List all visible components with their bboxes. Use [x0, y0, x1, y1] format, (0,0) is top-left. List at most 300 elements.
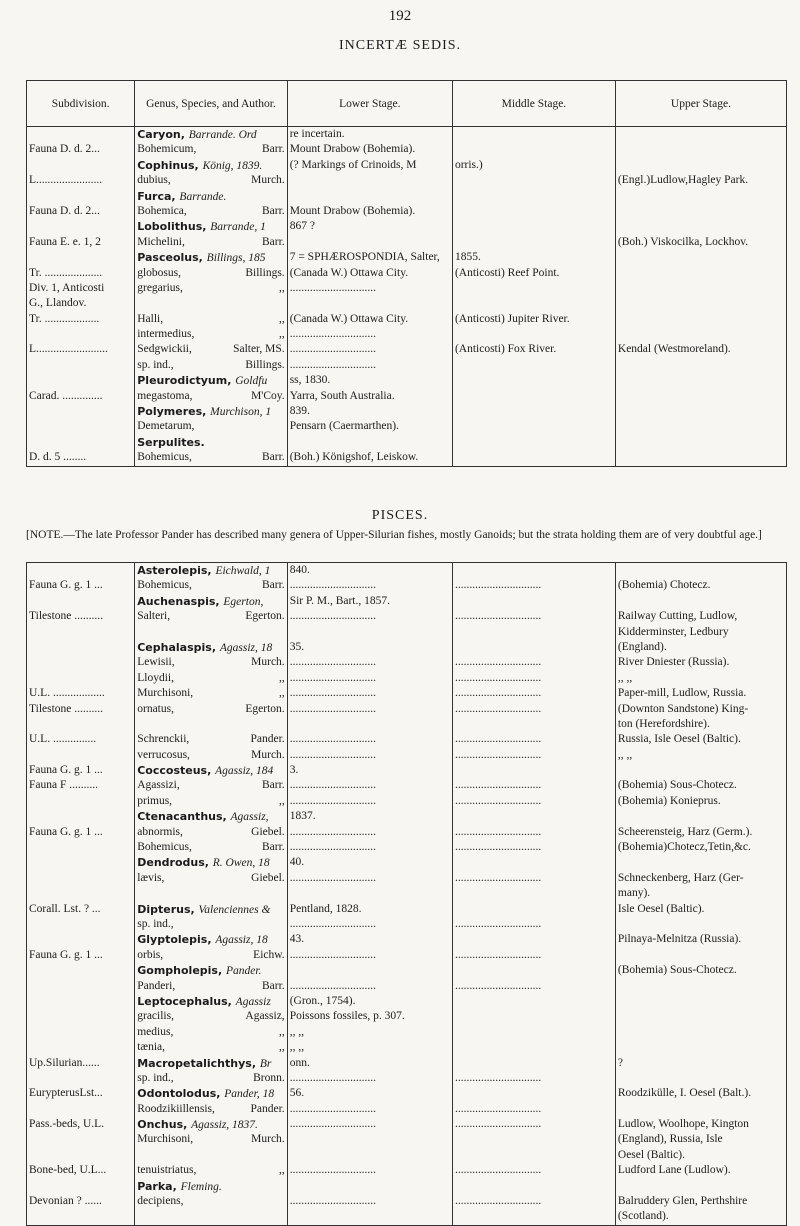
- table-cell: (Gron., 1754).: [289, 994, 356, 1007]
- table-cell: ..............................: [454, 702, 542, 715]
- table-cell: Tilestone ..........: [29, 610, 104, 623]
- table-cell: [29, 373, 132, 388]
- species-entry: [137, 173, 284, 188]
- table-cell: (Bohemia) Sous-Chotecz.: [617, 779, 737, 792]
- table-cell: [455, 625, 613, 640]
- species-author: Eichw.: [253, 948, 285, 961]
- genus-entry: [137, 855, 284, 870]
- species-author: Murch.: [251, 174, 285, 187]
- table-cell: ..............................: [454, 1071, 542, 1084]
- table-cell: ..............................: [454, 979, 542, 992]
- table-cell: ..............................: [289, 841, 376, 854]
- genus-name: Odontolodus,: [137, 1087, 225, 1101]
- species-name: Sedgwickii,: [137, 343, 192, 356]
- lower-stage-column: [290, 563, 450, 1209]
- species-name: Bohemicus,: [137, 451, 192, 464]
- species-name: Lewisii,: [137, 656, 175, 669]
- table-cell: (Canada W.) Ottawa City.: [289, 312, 409, 325]
- table-cell: [618, 127, 784, 142]
- header-upper-stage: Upper Stage.: [615, 81, 786, 127]
- genus-entry: [137, 1117, 284, 1132]
- table-cell: [29, 594, 132, 609]
- table-cell: ..............................: [289, 328, 376, 341]
- table-cell: [455, 963, 613, 978]
- table-cell: [455, 142, 613, 157]
- species-entry: [137, 702, 284, 717]
- table-cell: ..............................: [289, 794, 376, 807]
- species-author: Egerton.: [245, 702, 285, 715]
- species-name: tænia,: [137, 1041, 166, 1054]
- table-cell: [29, 419, 132, 434]
- genus-entry: [137, 994, 284, 1009]
- species-entry: [137, 671, 284, 686]
- table-cell: 7 = SPHÆROSPONDIA, Salter,: [289, 251, 440, 264]
- genus-name: Caryon,: [137, 128, 189, 141]
- incertae-sedis-table: [26, 80, 787, 467]
- species-name: primus,: [137, 794, 173, 807]
- species-author: Bronn.: [253, 1071, 285, 1084]
- genus-author: Pander.: [225, 965, 262, 978]
- table-cell: [290, 1132, 450, 1147]
- table-cell: Sir P. M., Bart., 1857.: [289, 594, 391, 607]
- upper-stage-column: [618, 563, 784, 1225]
- table-cell: [455, 1025, 613, 1040]
- pisces-note: [NOTE.—The late Professor Pander has described many genera of Upper-Silurian fishes, mostly Ganoids; but the strata holding them are of very doubtful age.]: [26, 529, 762, 541]
- species-author: ,,: [278, 312, 285, 325]
- header-subdivision: Subdivision.: [27, 81, 135, 127]
- table-cell: (Boh.) Viskocilka, Lockhov.: [617, 235, 749, 248]
- table-cell: Ludlow, Woolhope, Kington: [617, 1118, 749, 1131]
- genus-name: Asterolepis,: [137, 564, 216, 577]
- table-cell: [618, 450, 784, 465]
- genus-name: Ctenacanthus,: [137, 810, 231, 824]
- genus-name: Polymeres,: [137, 405, 211, 419]
- table-cell: [29, 794, 132, 809]
- table-cell: Up.Silurian......: [29, 1056, 100, 1069]
- table-cell: [455, 1179, 613, 1194]
- table-cell: [29, 886, 132, 901]
- table-cell: 839.: [289, 405, 310, 418]
- table-cell: Poissons fossiles, p. 307.: [289, 1010, 405, 1023]
- species-name: tenuistriatus,: [137, 1164, 197, 1177]
- table-cell: Fauna D. d. 2...: [29, 204, 100, 217]
- table-cell: ton (Herefordshire).: [617, 717, 710, 730]
- species-author: Agassiz,: [245, 1010, 285, 1023]
- genus-author: Eichwald, 1: [215, 565, 271, 577]
- table-cell: (Anticosti) Fox River.: [454, 343, 557, 356]
- genus-author: Barrande, 1: [210, 221, 266, 234]
- table-cell: [455, 932, 613, 947]
- species-name: sp. ind.,: [137, 358, 174, 371]
- table-cell: Mount Drabow (Bohemia).: [289, 204, 416, 217]
- species-name: Michelini,: [137, 235, 185, 248]
- table-cell: ..............................: [454, 1102, 542, 1115]
- table-cell: ..............................: [289, 1118, 376, 1131]
- table-cell: 867 ?: [289, 220, 315, 233]
- genus-entry: [137, 189, 284, 204]
- table-cell: [618, 1102, 784, 1117]
- table-cell: Bone-bed, U.L...: [29, 1164, 107, 1177]
- species-name: Demetarum,: [137, 420, 195, 433]
- species-author: Salter, MS.: [233, 343, 285, 356]
- genus-name: Gompholepis,: [137, 964, 226, 978]
- table-cell: [455, 994, 613, 1009]
- table-cell: L.......................: [29, 174, 103, 187]
- table-cell: ..............................: [454, 917, 542, 930]
- table-cell: ,, ,,: [617, 748, 633, 761]
- genus-author: R. Owen, 18: [212, 857, 270, 870]
- genus-entry: [137, 594, 284, 609]
- genus-entry: [137, 640, 284, 655]
- table-cell: ..............................: [289, 917, 376, 930]
- table-cell: Pentland, 1828.: [289, 902, 362, 915]
- species-entry: [137, 450, 284, 465]
- table-cell: ..............................: [289, 579, 376, 592]
- table-cell: ,, ,,: [289, 1025, 305, 1038]
- page-title: INCERTÆ SEDIS.: [338, 38, 462, 53]
- table-cell: [618, 373, 784, 388]
- table-cell: [290, 173, 450, 188]
- table-cell: [455, 173, 613, 188]
- species-author: ,,: [278, 794, 285, 807]
- pisces-heading: PISCES.: [371, 508, 429, 523]
- species-name: Murchisoni,: [137, 1133, 194, 1146]
- table-cell: [618, 327, 784, 342]
- table-cell: re incertain.: [289, 128, 345, 140]
- header-lower-stage: Lower Stage.: [287, 81, 452, 127]
- table-cell: [290, 435, 450, 450]
- table-cell: (Engl.)Ludlow,Hagley Park.: [617, 174, 749, 187]
- species-name: medius,: [137, 1025, 174, 1038]
- species-name: Schrenckii,: [137, 733, 190, 746]
- species-name: Lloydii,: [137, 671, 174, 684]
- genus-column: [137, 127, 284, 466]
- table-cell: [455, 1040, 613, 1055]
- species-author: Barr.: [262, 579, 285, 592]
- table-cell: [618, 142, 784, 157]
- species-entry: [137, 578, 284, 593]
- table-cell: [29, 1009, 132, 1024]
- table-cell: ..............................: [289, 281, 376, 294]
- species-name: Panderi,: [137, 979, 176, 992]
- genus-name: Lobolithus,: [137, 220, 211, 234]
- genus-author: Goldfu: [235, 375, 268, 388]
- table-cell: Mount Drabow (Bohemia).: [289, 143, 416, 156]
- genus-name: Pasceolus,: [137, 251, 207, 265]
- table-cell: ..............................: [289, 1164, 376, 1177]
- table-cell: ..............................: [289, 1102, 376, 1115]
- species-name: Murchisoni,: [137, 687, 194, 700]
- species-name: decipiens,: [137, 1195, 184, 1208]
- genus-name: Onchus,: [137, 1118, 192, 1132]
- table-cell: Yarra, South Australia.: [289, 389, 395, 402]
- table-cell: ,, ,,: [289, 1041, 305, 1054]
- species-entry: [137, 609, 284, 624]
- species-author: Barr.: [262, 451, 285, 464]
- table-cell: [29, 327, 132, 342]
- table-cell: [618, 266, 784, 281]
- table-cell: [29, 625, 132, 640]
- table-cell: ..............................: [289, 779, 376, 792]
- table-cell: U.L. ...............: [29, 733, 97, 746]
- species-entry: [137, 312, 284, 327]
- table-cell: ..............................: [289, 702, 376, 715]
- table-cell: ,, ,,: [617, 671, 633, 684]
- table-cell: ..............................: [454, 948, 542, 961]
- genus-name: Dendrodus,: [137, 856, 213, 870]
- table-cell: Pilnaya-Melnitza (Russia).: [617, 933, 742, 946]
- species-name: sp. ind.,: [137, 917, 174, 930]
- genus-name: Pleurodictyum,: [137, 374, 236, 388]
- table-cell: 840.: [289, 564, 310, 576]
- table-cell: [455, 204, 613, 219]
- genus-entry: [137, 158, 284, 173]
- table-cell: Fauna E. e. 1, 2: [29, 235, 101, 248]
- species-entry: [137, 948, 284, 963]
- species-name: ornatus,: [137, 702, 174, 715]
- species-name: sp. ind.,: [137, 1071, 174, 1084]
- table-cell: ..............................: [289, 687, 376, 700]
- species-name: Bohemicum,: [137, 143, 197, 156]
- genus-author: Agassiz, 18: [215, 934, 268, 947]
- species-name: abnormis,: [137, 825, 183, 838]
- table-cell: (Bohemia) Konieprus.: [617, 794, 721, 807]
- table-cell: [29, 963, 132, 978]
- table-cell: [29, 979, 132, 994]
- table-cell: 3.: [289, 764, 299, 777]
- table-cell: [29, 1148, 132, 1163]
- table-cell: [618, 189, 784, 204]
- species-entry: [137, 235, 284, 250]
- table-cell: [29, 917, 132, 932]
- table-cell: Roodzikülle, I. Oesel (Balt.).: [617, 1087, 752, 1100]
- table-cell: ..............................: [289, 343, 376, 356]
- genus-author: Egerton,: [223, 595, 264, 608]
- table-cell: Paper-mill, Ludlow, Russia.: [617, 687, 747, 700]
- table-cell: [618, 435, 784, 450]
- table-cell: [29, 1102, 132, 1117]
- species-entry: [137, 778, 284, 793]
- table-cell: [455, 886, 613, 901]
- table-cell: [29, 809, 132, 824]
- table-cell: Fauna G. g. 1 ...: [29, 948, 103, 961]
- table-cell: [29, 127, 132, 142]
- table-cell: [29, 840, 132, 855]
- table-cell: Scheerensteig, Harz (Germ.).: [617, 825, 753, 838]
- table-cell: [29, 1025, 132, 1040]
- genus-author: Pander, 18: [224, 1088, 275, 1101]
- table-cell: [455, 763, 613, 778]
- table-cell: [618, 948, 784, 963]
- table-cell: [618, 281, 784, 296]
- table-cell: [29, 358, 132, 373]
- species-entry: [137, 266, 284, 281]
- table-cell: Kidderminster, Ledbury: [617, 625, 729, 638]
- table-cell: [455, 419, 613, 434]
- genus-name: Leptocephalus,: [137, 994, 236, 1008]
- table-cell: Tilestone ..........: [29, 702, 104, 715]
- species-name: Bohemicus,: [137, 579, 192, 592]
- table-cell: [618, 1009, 784, 1024]
- table-cell: [618, 389, 784, 404]
- species-name: globosus,: [137, 266, 182, 279]
- genus-author: Barrande. Ord: [188, 129, 257, 141]
- table-cell: [618, 994, 784, 1009]
- species-entry: [137, 1025, 284, 1040]
- species-entry: [137, 1163, 284, 1178]
- table-cell: ..............................: [289, 979, 376, 992]
- table-cell: ..............................: [454, 794, 542, 807]
- genus-name: Coccosteus,: [137, 764, 216, 778]
- table-cell: [455, 450, 613, 465]
- genus-entry: [137, 763, 284, 778]
- genus-entry: [137, 219, 284, 234]
- genus-author: Valenciennes &: [198, 903, 271, 916]
- genus-entry: [137, 435, 284, 450]
- table-cell: [618, 979, 784, 994]
- table-cell: (Bohemia)Chotecz,Tetin,&c.: [617, 841, 751, 854]
- table-cell: [29, 640, 132, 655]
- species-entry: [137, 717, 284, 732]
- species-author: Giebel.: [251, 825, 285, 838]
- table-cell: [455, 809, 613, 824]
- species-author: Barr.: [262, 979, 285, 992]
- species-entry: [137, 840, 284, 855]
- table-cell: [290, 886, 450, 901]
- table-cell: (Anticosti) Reef Point.: [454, 266, 560, 279]
- table-cell: [618, 219, 784, 234]
- species-name: Halli,: [137, 312, 164, 325]
- species-entry: [137, 296, 284, 311]
- table-cell: 40.: [289, 856, 305, 869]
- table-cell: Pensarn (Caermarthen).: [289, 420, 399, 433]
- table-cell: ..............................: [454, 1195, 542, 1208]
- table-cell: Fauna G. g. 1 ...: [29, 579, 103, 592]
- species-entry: [137, 1132, 284, 1147]
- genus-author: Agassiz,: [230, 811, 269, 824]
- table-cell: [29, 655, 132, 670]
- table-cell: ..............................: [454, 733, 542, 746]
- table-cell: [29, 671, 132, 686]
- species-author: Barr.: [262, 779, 285, 792]
- table-cell: Tr. ....................: [29, 266, 103, 279]
- table-cell: [455, 327, 613, 342]
- table-cell: ..............................: [454, 871, 542, 884]
- table-cell: Balruddery Glen, Perthshire: [617, 1195, 748, 1208]
- table-cell: River Dniester (Russia).: [617, 656, 730, 669]
- genus-name: Furca,: [137, 189, 180, 203]
- table-cell: 43.: [289, 933, 305, 946]
- species-name: verrucosus,: [137, 748, 190, 761]
- species-name: Bohemica,: [137, 204, 187, 217]
- table-cell: [290, 1148, 450, 1163]
- genus-entry: [137, 373, 284, 388]
- species-entry: [137, 389, 284, 404]
- species-entry: [137, 732, 284, 747]
- genus-author: König, 1839.: [202, 159, 263, 172]
- table-cell: ..............................: [289, 1071, 376, 1084]
- table-cell: Pass.-beds, U.L.: [29, 1118, 105, 1131]
- header-genus: Genus, Species, and Author.: [135, 81, 287, 127]
- table-cell: [618, 158, 784, 173]
- table-cell: [29, 932, 132, 947]
- table-cell: [29, 855, 132, 870]
- table-cell: ..............................: [289, 733, 376, 746]
- genus-entry: [137, 1086, 284, 1101]
- species-author: Billings.: [245, 358, 285, 371]
- genus-name: Dipterus,: [137, 902, 199, 916]
- genus-author: Agassiz, 184: [215, 765, 274, 778]
- species-author: ,,: [278, 281, 285, 294]
- species-entry: [137, 1009, 284, 1024]
- table-cell: (Bohemia) Chotecz.: [617, 579, 711, 592]
- genus-author: Agassiz: [235, 995, 271, 1008]
- header-middle-stage: Middle Stage.: [452, 81, 615, 127]
- table-cell: [290, 235, 450, 250]
- table-cell: [455, 127, 613, 142]
- species-author: Billings.: [245, 266, 285, 279]
- species-author: Murch.: [251, 656, 285, 669]
- table-cell: U.L. ..................: [29, 687, 105, 700]
- table-cell: ..............................: [289, 656, 376, 669]
- table-cell: [29, 189, 132, 204]
- subdivision-column: [29, 127, 132, 466]
- table-cell: ..............................: [289, 671, 376, 684]
- genus-entry: [137, 1179, 284, 1194]
- table-cell: ..............................: [454, 671, 542, 684]
- species-author: Murch.: [251, 1133, 285, 1146]
- table-cell: [29, 994, 132, 1009]
- species-entry: [137, 886, 284, 901]
- species-author: ,,: [278, 687, 285, 700]
- genus-entry: [137, 563, 284, 578]
- table-cell: Oesel (Baltic).: [617, 1148, 685, 1161]
- table-cell: ..............................: [289, 1195, 376, 1208]
- table-cell: [618, 917, 784, 932]
- species-entry: [137, 794, 284, 809]
- species-name: lævis,: [137, 871, 165, 884]
- genus-author: Barrande.: [179, 190, 227, 203]
- table-cell: [455, 281, 613, 296]
- table-cell: [455, 640, 613, 655]
- table-cell: [290, 963, 450, 978]
- table-cell: [455, 219, 613, 234]
- species-entry: [137, 655, 284, 670]
- table-cell: (Downton Sandstone) King-: [617, 702, 749, 715]
- table-cell: 1837.: [289, 810, 316, 823]
- table-cell: Corall. Lst. ? ...: [29, 902, 101, 915]
- species-author: ,,: [278, 328, 285, 341]
- table-cell: [455, 1056, 613, 1071]
- table-cell: [29, 871, 132, 886]
- table-cell: Railway Cutting, Ludlow,: [617, 610, 738, 623]
- table-cell: (Canada W.) Ottawa City.: [289, 266, 409, 279]
- genus-name: Parka,: [137, 1179, 181, 1193]
- table-cell: [618, 204, 784, 219]
- table-cell: onn.: [289, 1056, 310, 1069]
- table-cell: [290, 1179, 450, 1194]
- species-name: megastoma,: [137, 389, 193, 402]
- table-cell: [29, 158, 132, 173]
- table-cell: Fauna F ..........: [29, 779, 98, 792]
- species-entry: [137, 142, 284, 157]
- species-author: ,,: [278, 1041, 285, 1054]
- table-cell: [290, 189, 450, 204]
- species-entry: [137, 419, 284, 434]
- genus-entry: [137, 250, 284, 265]
- table-cell: [455, 389, 613, 404]
- species-author: Barr.: [262, 841, 285, 854]
